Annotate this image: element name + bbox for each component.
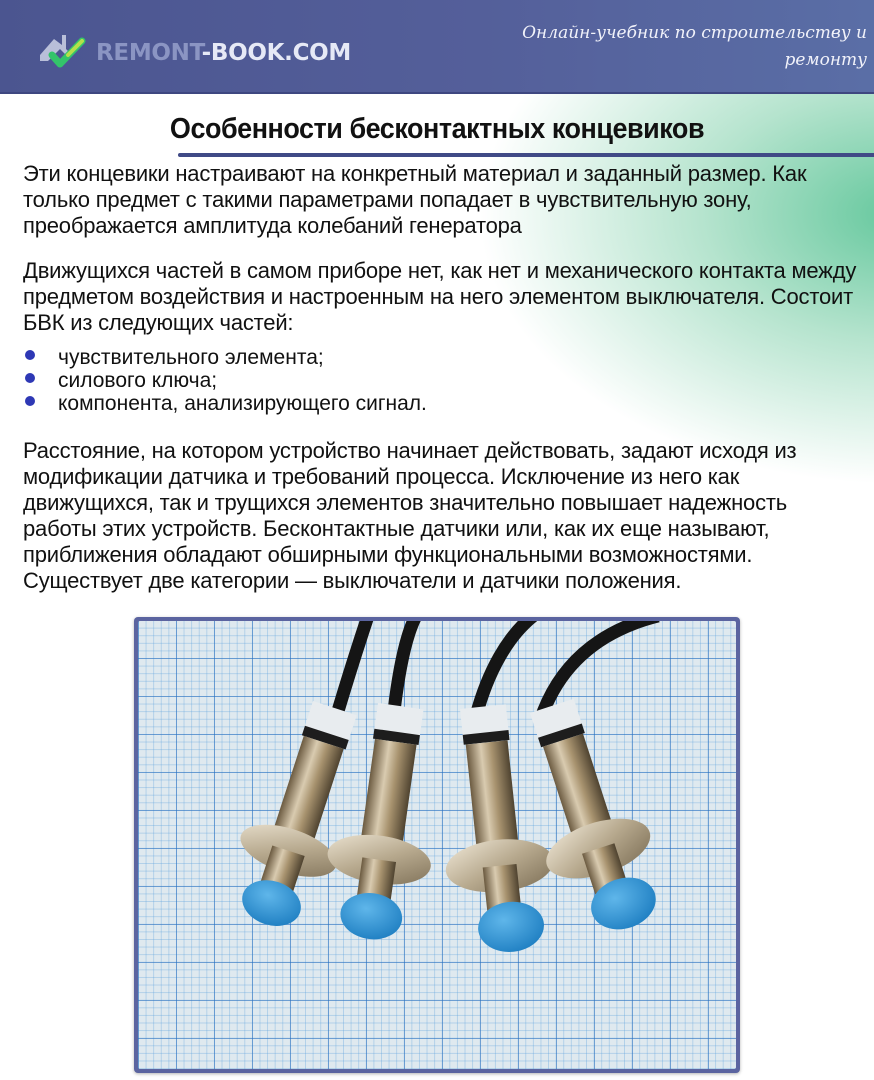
logo-text-part2: -BOOK.COM bbox=[201, 40, 351, 66]
paragraph-parts: Движущихся частей в самом приборе нет, как нет и механического контакта между предметом воздействия и настроенным на него элементом выключателя. Состоит БВК из следующих частей: bbox=[23, 258, 857, 335]
proximity-sensors-illustration bbox=[138, 621, 736, 1069]
logo-text-part1: REMONT bbox=[96, 40, 202, 66]
logo-text bbox=[96, 40, 351, 66]
sensor-photo-frame bbox=[134, 617, 740, 1073]
list-item bbox=[22, 392, 427, 415]
site-logo[interactable] bbox=[38, 33, 351, 73]
list-item-text: компонента, анализирующего сигнал. bbox=[58, 392, 427, 415]
paragraph-intro: Эти концевики настраивают на конкретный материал и заданный размер. Как только предмет с такими параметрами попадает в чувствительную зону, преображается амплитуда колебаний генератора bbox=[23, 161, 807, 238]
list-item bbox=[22, 346, 427, 369]
parts-list bbox=[22, 346, 427, 415]
site-header bbox=[0, 0, 874, 94]
bullet-icon bbox=[25, 373, 35, 383]
list-item-text: чувствительного элемента; bbox=[58, 346, 324, 369]
site-tagline: Онлайн-учебник по строительству и ремонту bbox=[522, 23, 867, 70]
bullet-icon bbox=[25, 396, 35, 406]
bullet-icon bbox=[25, 350, 35, 360]
list-item bbox=[22, 369, 427, 392]
sensor-photo bbox=[138, 621, 736, 1069]
paragraph-distance: Расстояние, на котором устройство начинает действовать, задают исходя из модификации датчика и требований процесса. Исключение из него как движущихся, так и трущихся элементов значительно повышает надежность работы этих устройств. Бесконтактные датчики или, как их еще называют, приближения обладают обширными функциональными возможностями. Существует две категории — выключатели и датчики положения. bbox=[23, 438, 797, 593]
page-title: Особенности бесконтактных концевиков bbox=[169, 113, 705, 145]
list-item-text: силового ключа; bbox=[58, 369, 218, 392]
title-divider bbox=[178, 153, 874, 157]
house-checkmark-icon bbox=[38, 31, 94, 76]
